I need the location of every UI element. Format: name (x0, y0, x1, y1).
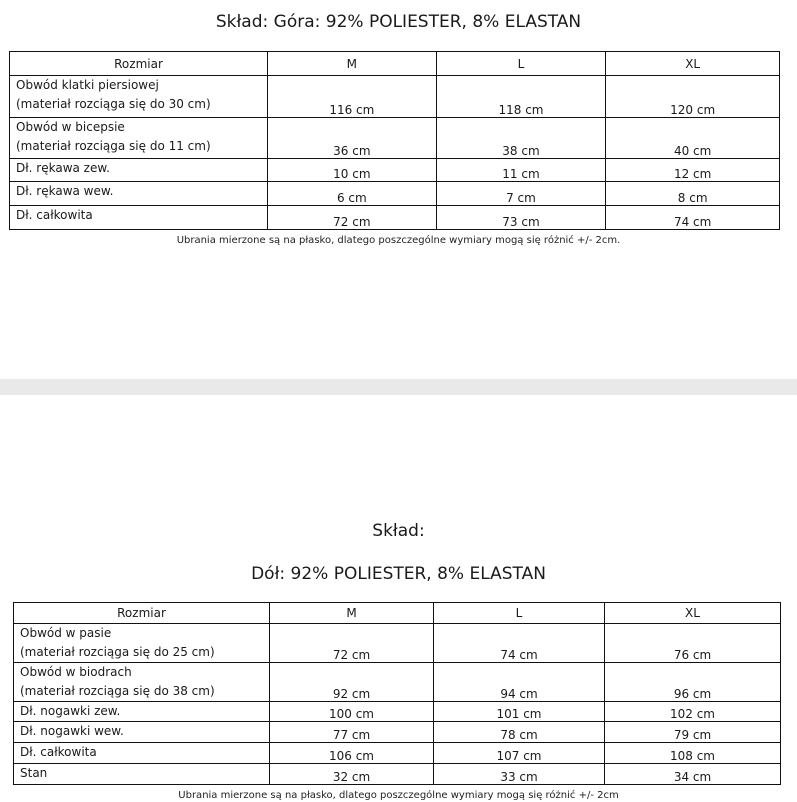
row-label-text: Dł. nogawki wew. (20, 724, 124, 738)
row-label (14, 624, 270, 663)
size-value-cell: 11 cm (436, 159, 606, 182)
size-value-cell: 100 cm (270, 702, 434, 722)
size-value-cell: 79 cm (605, 722, 781, 743)
row-label (14, 743, 270, 764)
size-value-cell: 40 cm (606, 118, 780, 159)
size-value-cell: 77 cm (270, 722, 434, 743)
size-value-cell: 72 cm (270, 624, 434, 663)
bottom-measurement-note: Ubrania mierzone są na płasko, dlatego poszczególne wymiary mogą się różnić +/- 2cm (178, 790, 619, 801)
header-m: M (270, 603, 434, 624)
size-value-cell: 73 cm (436, 206, 606, 230)
size-value-cell: 118 cm (436, 76, 606, 118)
size-value-cell: 72 cm (268, 206, 437, 230)
size-value-cell: 12 cm (606, 159, 780, 182)
size-value-cell: 32 cm (270, 764, 434, 785)
row-label-note: (materiał rozciąga się do 11 cm) (16, 139, 211, 153)
table-row (14, 743, 781, 764)
row-label-text: Dł. nogawki zew. (20, 704, 121, 718)
header-size: Rozmiar (14, 603, 270, 624)
bottom-composition-label: Skład: (372, 521, 425, 541)
size-value-cell: 94 cm (434, 663, 605, 702)
row-label-text: Obwód w pasie (20, 626, 112, 640)
row-label (14, 764, 270, 785)
header-xl: XL (605, 603, 781, 624)
header-m: M (268, 52, 437, 76)
size-value-cell: 10 cm (268, 159, 437, 182)
top-composition-title: Skład: Góra: 92% POLIESTER, 8% ELASTAN (215, 12, 582, 32)
header-row (14, 603, 781, 624)
size-value-cell: 34 cm (605, 764, 781, 785)
section-divider (0, 379, 797, 395)
size-value-cell: 74 cm (606, 206, 780, 230)
table-row (10, 76, 780, 118)
row-label-text: Obwód w bicepsie (16, 120, 125, 134)
size-value-cell: 33 cm (434, 764, 605, 785)
header-l: L (434, 603, 605, 624)
size-value-cell: 92 cm (270, 663, 434, 702)
size-value-cell: 120 cm (606, 76, 780, 118)
row-label (10, 76, 268, 118)
table-row (14, 722, 781, 743)
table-row (14, 764, 781, 785)
size-value-cell: 108 cm (605, 743, 781, 764)
top-size-table (9, 51, 780, 230)
row-label-note: (materiał rozciąga się do 30 cm) (16, 97, 211, 111)
header-size: Rozmiar (10, 52, 268, 76)
row-label (14, 722, 270, 743)
table-row (10, 182, 780, 206)
size-value-cell: 107 cm (434, 743, 605, 764)
size-value-cell: 7 cm (436, 182, 606, 206)
row-label-text: Dł. rękawa wew. (16, 184, 114, 198)
table-row (10, 118, 780, 159)
row-label-text: Dł. rękawa zew. (16, 161, 110, 175)
row-label-text: Dł. całkowita (20, 745, 97, 759)
table-row (10, 159, 780, 182)
header-row (10, 52, 780, 76)
row-label-text: Stan (20, 766, 48, 780)
row-label-text: Dł. całkowita (16, 208, 93, 222)
bottom-size-table (13, 602, 781, 785)
size-value-cell: 6 cm (268, 182, 437, 206)
row-label-text: Obwód w biodrach (20, 665, 132, 679)
row-label (10, 118, 268, 159)
size-value-cell: 38 cm (436, 118, 606, 159)
top-measurement-note: Ubrania mierzone są na płasko, dlatego poszczególne wymiary mogą się różnić +/- 2cm. (176, 235, 621, 246)
size-value-cell: 36 cm (268, 118, 437, 159)
bottom-composition-title: Dół: 92% POLIESTER, 8% ELASTAN (251, 564, 546, 584)
header-l: L (436, 52, 606, 76)
header-xl: XL (606, 52, 780, 76)
size-value-cell: 8 cm (606, 182, 780, 206)
row-label-text: Obwód klatki piersiowej (16, 78, 159, 92)
table-row (14, 702, 781, 722)
size-value-cell: 106 cm (270, 743, 434, 764)
size-value-cell: 102 cm (605, 702, 781, 722)
row-label (10, 182, 268, 206)
row-label-note: (materiał rozciąga się do 25 cm) (20, 645, 215, 659)
row-label (10, 159, 268, 182)
size-value-cell: 116 cm (268, 76, 437, 118)
row-label (14, 702, 270, 722)
size-value-cell: 101 cm (434, 702, 605, 722)
row-label-note: (materiał rozciąga się do 38 cm) (20, 684, 215, 698)
table-row (14, 663, 781, 702)
size-value-cell: 78 cm (434, 722, 605, 743)
table-row (14, 624, 781, 663)
size-value-cell: 96 cm (605, 663, 781, 702)
row-label (10, 206, 268, 230)
row-label (14, 663, 270, 702)
size-value-cell: 76 cm (605, 624, 781, 663)
table-row (10, 206, 780, 230)
size-value-cell: 74 cm (434, 624, 605, 663)
